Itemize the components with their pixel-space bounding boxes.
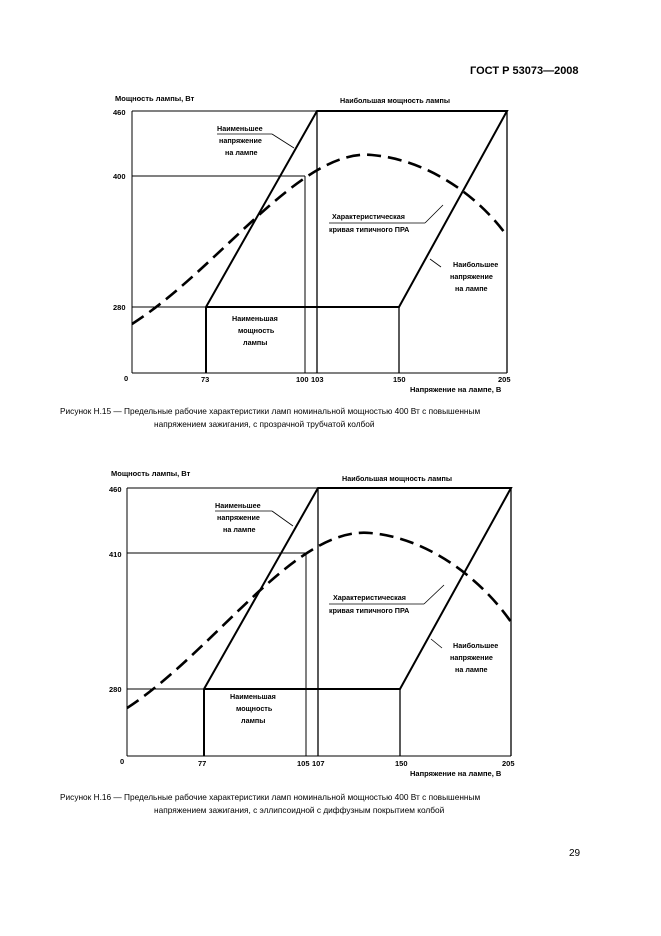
characteristic-curve (132, 155, 507, 324)
min-voltage-leader (272, 134, 294, 148)
max-power-label: Наибольшая мощность лампы (342, 474, 453, 483)
y-axis-label: Мощность лампы, Вт (115, 94, 195, 103)
min-power-label-3: лампы (243, 338, 268, 347)
min-voltage-label-2: напряжение (219, 136, 262, 145)
min-voltage-leader (272, 511, 293, 526)
min-voltage-label-2: напряжение (217, 513, 260, 522)
caption-h16 (60, 791, 590, 817)
origin-label: 0 (124, 374, 129, 383)
origin-label: 0 (120, 757, 125, 766)
characteristic-label-1: Характеристическая (332, 212, 405, 221)
x-tick-150: 150 (395, 759, 408, 768)
y-tick-460: 460 (113, 108, 126, 117)
min-power-label-1: Наименьшая (230, 692, 276, 701)
max-power-label: Наибольшая мощность лампы (340, 96, 451, 105)
x-axis-label: Напряжение на лампе, В (410, 769, 502, 778)
x-tick-77: 77 (198, 759, 207, 768)
x-tick-100: 100 (296, 375, 309, 384)
characteristic-label-2: кривая типичного ПРА (329, 225, 410, 234)
x-tick-150: 150 (393, 375, 406, 384)
characteristic-label-1: Характеристическая (333, 593, 406, 602)
characteristic-label-2: кривая типичного ПРА (329, 606, 410, 615)
min-voltage-label-1: Наименьшее (215, 501, 261, 510)
max-voltage-label-3: на лампе (455, 665, 488, 674)
y-tick-460: 460 (109, 485, 122, 494)
max-voltage-label-1: Наибольшее (453, 260, 499, 269)
standard-header: ГОСТ Р 53073—2008 (470, 65, 579, 77)
figure-h15 (0, 88, 661, 400)
max-voltage-leader (430, 259, 441, 267)
page-number: 29 (569, 848, 581, 859)
figure-h16-chart (0, 466, 661, 778)
min-power-label-2: мощность (238, 326, 275, 335)
min-power-label-1: Наименьшая (232, 314, 278, 323)
y-tick-280: 280 (109, 685, 122, 694)
caption-h16-line2: напряжением зажигания, с эллипсоидной с диффузным покрытием колбой (154, 805, 445, 815)
figure-h16 (0, 466, 661, 778)
characteristic-leader (425, 205, 443, 223)
caption-h16-line1: Рисунок Н.16 — Предельные рабочие характеристики ламп номинальной мощностью 400 Вт с повышенным (60, 792, 481, 802)
min-voltage-label-3: на лампе (223, 525, 256, 534)
characteristic-leader (424, 585, 444, 604)
y-axis-label: Мощность лампы, Вт (111, 469, 191, 478)
max-voltage-label-3: на лампе (455, 284, 488, 293)
y-tick-410: 410 (109, 550, 122, 559)
y-tick-400: 400 (113, 172, 126, 181)
figure-h15-chart (0, 88, 661, 400)
max-voltage-label-1: Наибольшее (453, 641, 499, 650)
caption-h15-line2: напряжением зажигания, с прозрачной трубчатой колбой (154, 419, 375, 429)
characteristic-curve (127, 533, 511, 708)
x-tick-205: 205 (502, 759, 515, 768)
x-tick-105: 105 (297, 759, 310, 768)
max-voltage-label-2: напряжение (450, 272, 493, 281)
x-tick-205: 205 (498, 375, 511, 384)
caption-h15 (60, 405, 590, 431)
min-power-label-3: лампы (241, 716, 266, 725)
x-tick-73: 73 (201, 375, 210, 384)
caption-h15-line1: Рисунок Н.15 — Предельные рабочие характеристики ламп номинальной мощностью 400 Вт с повышенным (60, 406, 481, 416)
max-voltage-leader (431, 639, 442, 648)
min-voltage-label-3: на лампе (225, 148, 258, 157)
x-tick-103: 103 (311, 375, 324, 384)
max-voltage-label-2: напряжение (450, 653, 493, 662)
y-tick-280: 280 (113, 303, 126, 312)
x-tick-107: 107 (312, 759, 325, 768)
x-axis-label: Напряжение на лампе, В (410, 385, 502, 394)
min-power-label-2: мощность (236, 704, 273, 713)
min-voltage-label-1: Наименьшее (217, 124, 263, 133)
